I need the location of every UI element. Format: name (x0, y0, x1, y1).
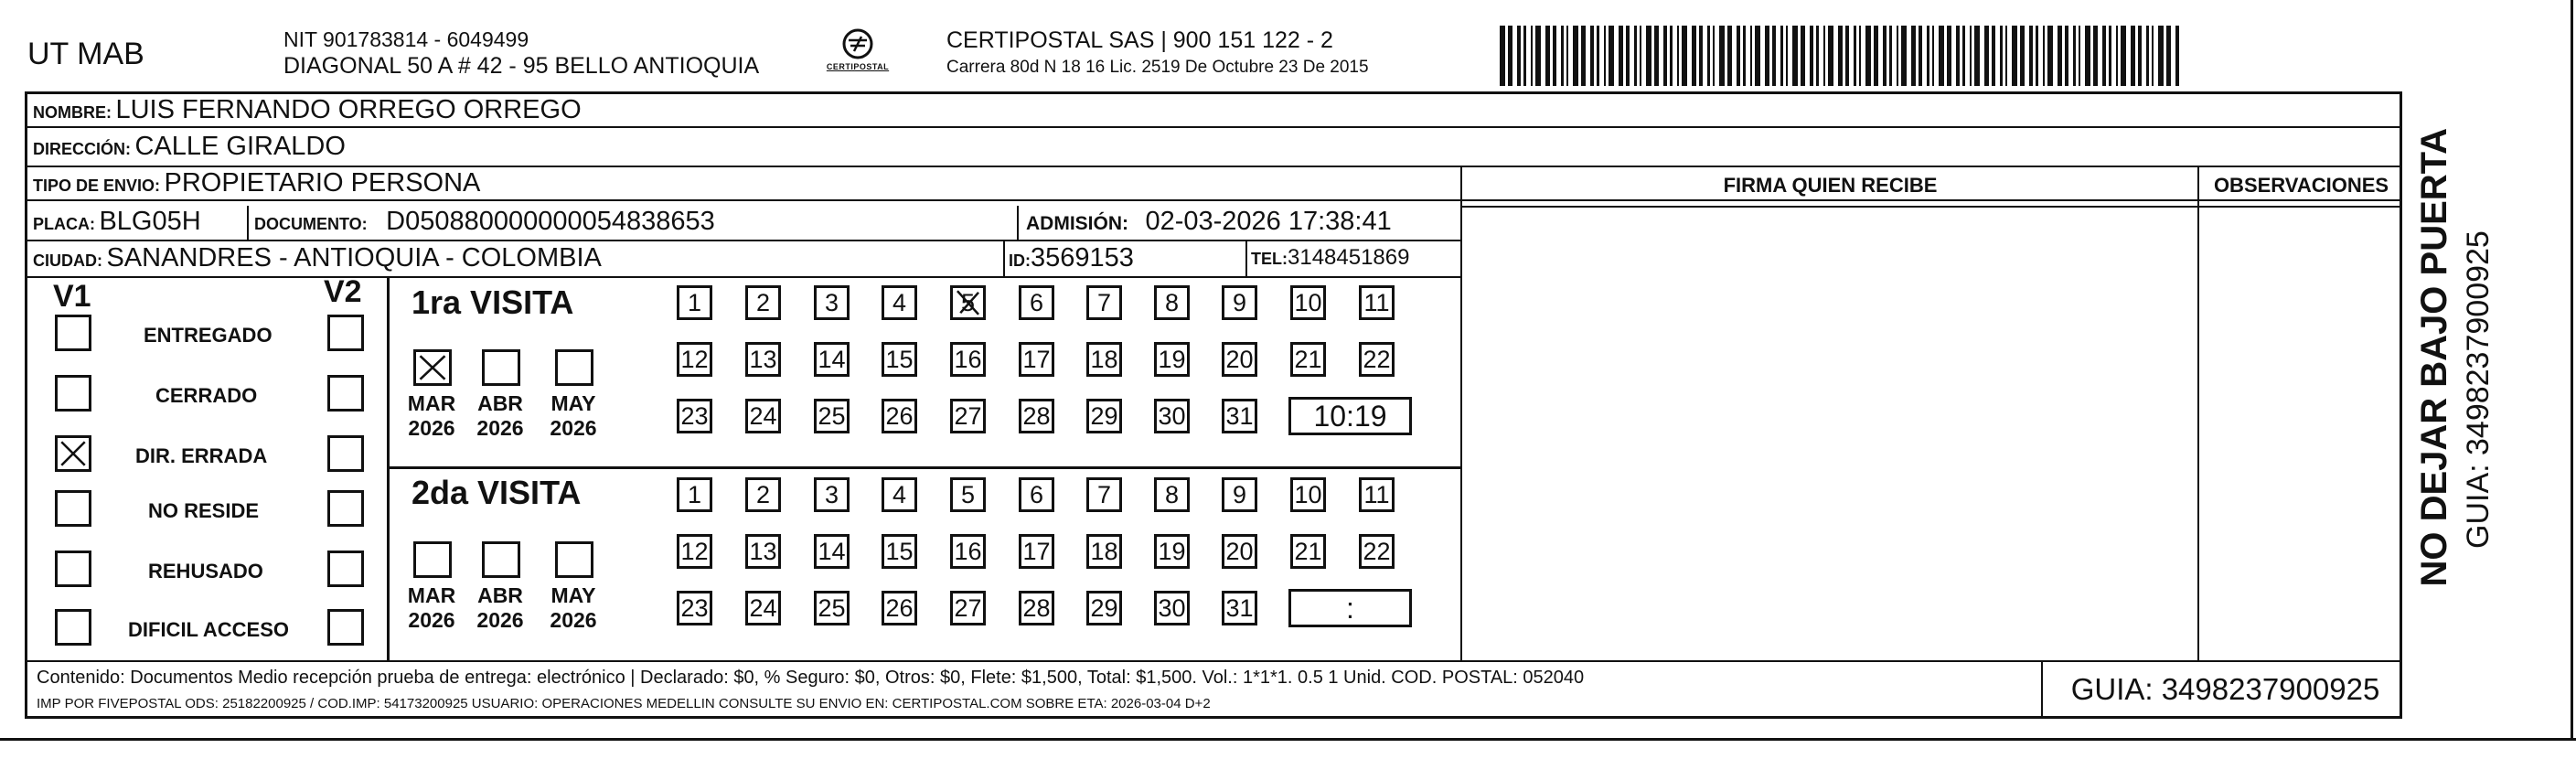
v2-checkbox-rehusado[interactable] (327, 551, 364, 587)
visit1-day-15[interactable]: 15 (882, 342, 917, 377)
visit2-day-3[interactable]: 3 (814, 477, 850, 512)
visit1-day-5[interactable]: 5 (950, 285, 986, 320)
footer-content: Contenido: Documentos Medio recepción prueba de entrega: electrónico | Declarado: $0, % Seguro: $0, Otros: $0, Flete: $1,500, Total: $1,500. Vol.: 1*1*1. 0.5 1 Unid. COD. POSTAL: 052040 (37, 668, 1585, 688)
visit1-day-18[interactable]: 18 (1086, 342, 1122, 377)
state-label-dificil-acceso: DIFICIL ACCESO (128, 618, 290, 641)
v2-checkbox-dir-errada[interactable] (327, 435, 364, 472)
name-value: LUIS FERNANDO ORREGO ORREGO (115, 95, 582, 124)
tel-field (1251, 242, 1409, 276)
visit2-day-10[interactable]: 10 (1290, 477, 1326, 512)
visit2-day-15[interactable]: 15 (882, 534, 917, 569)
shipment-type-field (33, 167, 480, 203)
tel-value: 3148451869 (1288, 245, 1410, 270)
state-label-no-reside: NO RESIDE (148, 499, 260, 522)
shipment-type-label: TIPO DE ENVIO: (33, 176, 161, 195)
visit2-month-year: 2026 (476, 608, 524, 632)
visit1-month-checkbox-mar[interactable] (413, 349, 452, 386)
admission-label: ADMISIÓN: (1026, 213, 1128, 234)
visit2-day-20[interactable]: 20 (1222, 534, 1257, 569)
plate-field (33, 206, 201, 241)
visit2-month-label-abr (473, 583, 528, 633)
document-field (254, 206, 715, 241)
observations-header: OBSERVACIONES (2213, 174, 2389, 197)
shipment-type-value: PROPIETARIO PERSONA (164, 168, 481, 198)
visit1-day-23[interactable]: 23 (677, 399, 712, 433)
visit2-day-4[interactable]: 4 (882, 477, 917, 512)
admission-field (1026, 206, 1392, 241)
visit2-day-16[interactable]: 16 (950, 534, 986, 569)
visit2-month-checkbox-mar[interactable] (413, 541, 452, 578)
barcode-icon (1500, 26, 2181, 86)
visit2-month-checkbox-may[interactable] (555, 541, 593, 578)
signature-header: FIRMA QUIEN RECIBE (1723, 174, 1938, 197)
v1-header: V1 (53, 279, 91, 314)
id-label: ID: (1009, 251, 1031, 270)
document-label: DOCUMENTO: (254, 215, 368, 233)
visit1-day-13[interactable]: 13 (745, 342, 781, 377)
v2-checkbox-entregado[interactable] (327, 315, 364, 351)
visit2-day-26[interactable]: 26 (882, 591, 917, 625)
visit1-day-7[interactable]: 7 (1086, 285, 1122, 320)
visit1-day-27[interactable]: 27 (950, 399, 986, 433)
visit1-month-year: 2026 (476, 416, 524, 440)
visit1-month-name: MAY (550, 391, 596, 415)
visit1-day-25[interactable]: 25 (814, 399, 850, 433)
visit2-day-5[interactable]: 5 (950, 477, 986, 512)
visit1-day-12[interactable]: 12 (677, 342, 712, 377)
no-dejar-bajo-puerta: NO DEJAR BAJO PUERTA (2414, 128, 2454, 587)
v2-checkbox-no-reside[interactable] (327, 490, 364, 527)
visit2-day-9[interactable]: 9 (1222, 477, 1257, 512)
plate-value: BLG05H (99, 207, 201, 236)
visit2-day-7[interactable]: 7 (1086, 477, 1122, 512)
provider-name: CERTIPOSTAL SAS | 900 151 122 - 2 (946, 27, 1333, 53)
visit2-day-24[interactable]: 24 (745, 591, 781, 625)
visit1-month-checkbox-abr[interactable] (482, 349, 520, 386)
visit1-title: 1ra VISITA (412, 283, 574, 321)
visit2-day-19[interactable]: 19 (1154, 534, 1190, 569)
visit2-day-2[interactable]: 2 (745, 477, 781, 512)
visit2-day-25[interactable]: 25 (814, 591, 850, 625)
visit1-day-9[interactable]: 9 (1222, 285, 1257, 320)
name-label: NOMBRE: (33, 103, 112, 122)
visit1-month-name: MAR (407, 391, 456, 415)
visit1-month-label-mar (404, 391, 459, 441)
footer-guia: GUIA: 3498237900925 (2070, 672, 2380, 706)
logo-label: CERTIPOSTAL (826, 62, 890, 71)
visit2-day-23[interactable]: 23 (677, 591, 712, 625)
visit2-day-12[interactable]: 12 (677, 534, 712, 569)
v1-checkbox-dificil-acceso[interactable] (55, 609, 91, 646)
document-value: D050880000000054838653 (386, 207, 715, 236)
visit1-day-6[interactable]: 6 (1019, 285, 1054, 320)
visit2-day-17[interactable]: 17 (1019, 534, 1054, 569)
certipostal-logo-icon (812, 26, 903, 80)
name-field (33, 94, 582, 130)
visit1-month-label-may (546, 391, 601, 441)
visit2-day-13[interactable]: 13 (745, 534, 781, 569)
visit2-day-8[interactable]: 8 (1154, 477, 1190, 512)
visit2-day-27[interactable]: 27 (950, 591, 986, 625)
v2-checkbox-dificil-acceso[interactable] (327, 609, 364, 646)
visit2-day-11[interactable]: 11 (1359, 477, 1395, 512)
v1-checkbox-dir-errada[interactable] (55, 435, 91, 472)
visit1-time-field[interactable]: 10:19 (1288, 397, 1412, 435)
id-value: 3569153 (1031, 243, 1134, 273)
visit2-day-31[interactable]: 31 (1222, 591, 1257, 625)
certipostal-logo (812, 26, 903, 80)
visit1-day-10[interactable]: 10 (1290, 285, 1326, 320)
visit2-month-year: 2026 (408, 608, 455, 632)
address-field (33, 131, 346, 166)
visit2-day-21[interactable]: 21 (1290, 534, 1326, 569)
visit1-month-label-abr (473, 391, 528, 441)
city-value: SANANDRES - ANTIOQUIA - COLOMBIA (106, 243, 602, 273)
visit1-day-2[interactable]: 2 (745, 285, 781, 320)
visit2-day-30[interactable]: 30 (1154, 591, 1190, 625)
visit2-day-22[interactable]: 22 (1359, 534, 1395, 569)
visit1-day-31[interactable]: 31 (1222, 399, 1257, 433)
visit2-day-28[interactable]: 28 (1019, 591, 1054, 625)
visit1-day-1[interactable]: 1 (677, 285, 712, 320)
visit2-title: 2da VISITA (412, 474, 582, 511)
admission-value: 02-03-2026 17:38:41 (1145, 207, 1392, 236)
visit2-month-checkbox-abr[interactable] (482, 541, 520, 578)
company-name: UT MAB (27, 37, 144, 71)
plate-label: PLACA: (33, 215, 95, 233)
v1-checkbox-cerrado[interactable] (55, 375, 91, 412)
barcode (1500, 26, 2181, 86)
v2-header: V2 (324, 274, 362, 309)
side-guia: GUIA: 3498237900925 (2461, 230, 2496, 549)
id-field (1009, 242, 1134, 278)
state-label-dir-errada: DIR. ERRADA (135, 444, 268, 467)
state-label-cerrado: CERRADO (155, 384, 258, 407)
visit1-day-22[interactable]: 22 (1359, 342, 1395, 377)
visit1-day-3[interactable]: 3 (814, 285, 850, 320)
address-label: DIRECCIÓN: (33, 140, 131, 158)
visit2-month-label-mar (404, 583, 459, 633)
visit1-day-17[interactable]: 17 (1019, 342, 1054, 377)
visit1-day-19[interactable]: 19 (1154, 342, 1190, 377)
state-label-rehusado: REHUSADO (148, 560, 263, 583)
visit2-time-field[interactable]: : (1288, 589, 1412, 627)
visit1-month-year: 2026 (550, 416, 597, 440)
visit2-month-name: MAR (407, 583, 456, 607)
visit1-month-checkbox-may[interactable] (555, 349, 593, 386)
city-field (33, 242, 602, 278)
visit1-day-20[interactable]: 20 (1222, 342, 1257, 377)
tel-label: TEL: (1251, 250, 1288, 268)
city-label: CIUDAD: (33, 251, 102, 270)
visit1-day-21[interactable]: 21 (1290, 342, 1326, 377)
visit1-day-29[interactable]: 29 (1086, 399, 1122, 433)
v1-checkbox-no-reside[interactable] (55, 490, 91, 527)
visit2-day-18[interactable]: 18 (1086, 534, 1122, 569)
visit1-day-28[interactable]: 28 (1019, 399, 1054, 433)
visit1-day-16[interactable]: 16 (950, 342, 986, 377)
v1-checkbox-rehusado[interactable] (55, 551, 91, 587)
visit1-day-24[interactable]: 24 (745, 399, 781, 433)
provider-address: Carrera 80d N 18 16 Lic. 2519 De Octubre 23 De 2015 (946, 58, 1369, 77)
v2-checkbox-cerrado[interactable] (327, 375, 364, 412)
visit2-month-name: ABR (477, 583, 523, 607)
address-value: CALLE GIRALDO (134, 132, 346, 161)
visit1-day-4[interactable]: 4 (882, 285, 917, 320)
visit1-month-year: 2026 (408, 416, 455, 440)
visit2-month-year: 2026 (550, 608, 597, 632)
visit2-month-label-may (546, 583, 601, 633)
footer-imp: IMP POR FIVEPOSTAL ODS: 25182200925 / COD.IMP: 54173200925 USUARIO: OPERACIONES MEDELLIN CONSULTE SU ENVIO EN: CERTIPOSTAL.COM SOBRE ETA: 2026-03-04 D+2 (37, 696, 1211, 711)
v1-checkbox-entregado[interactable] (55, 315, 91, 351)
visit1-day-8[interactable]: 8 (1154, 285, 1190, 320)
visit2-day-1[interactable]: 1 (677, 477, 712, 512)
visit1-day-11[interactable]: 11 (1359, 285, 1395, 320)
visit2-day-6[interactable]: 6 (1019, 477, 1054, 512)
visit2-month-name: MAY (550, 583, 596, 607)
visit1-day-26[interactable]: 26 (882, 399, 917, 433)
visit1-month-name: ABR (477, 391, 523, 415)
visit1-day-30[interactable]: 30 (1154, 399, 1190, 433)
visit2-day-14[interactable]: 14 (814, 534, 850, 569)
side-guia-wrap (2460, 91, 2506, 640)
company-nit: NIT 901783814 - 6049499 (283, 27, 529, 51)
visit2-day-29[interactable]: 29 (1086, 591, 1122, 625)
state-label-entregado: ENTREGADO (144, 324, 273, 347)
company-address: DIAGONAL 50 A # 42 - 95 BELLO ANTIOQUIA (283, 53, 760, 79)
visit1-day-14[interactable]: 14 (814, 342, 850, 377)
